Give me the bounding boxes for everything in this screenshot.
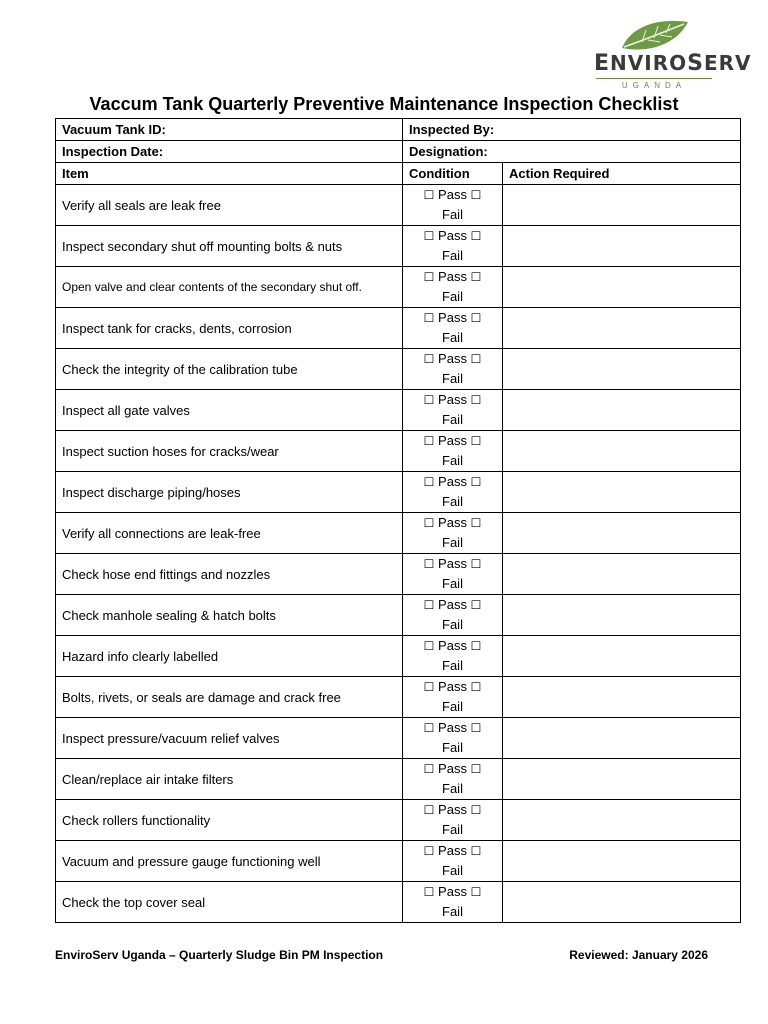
pass-checkbox[interactable]: ☐ [423, 188, 435, 202]
table-row [56, 800, 741, 841]
pass-checkbox[interactable]: ☐ [423, 844, 435, 858]
pass-label: Pass [438, 228, 467, 243]
pass-label: Pass [438, 392, 467, 407]
pass-checkbox[interactable]: ☐ [423, 270, 435, 284]
fail-label: Fail [442, 207, 463, 222]
table-row [56, 554, 741, 595]
enviroserv-logo [594, 18, 752, 93]
item-label: Vacuum and pressure gauge functioning well [56, 841, 403, 882]
pass-checkbox[interactable]: ☐ [423, 885, 435, 899]
pass-label: Pass [438, 679, 467, 694]
item-label: Inspect discharge piping/hoses [56, 472, 403, 513]
pass-label: Pass [438, 187, 467, 202]
action-required-cell[interactable] [503, 718, 741, 759]
fail-label: Fail [442, 494, 463, 509]
fail-checkbox[interactable]: ☐ [470, 188, 482, 202]
pass-label: Pass [438, 802, 467, 817]
item-label: Verify all connections are leak-free [56, 513, 403, 554]
condition-cell [403, 718, 503, 759]
column-header-action: Action Required [503, 163, 741, 185]
condition-cell [403, 308, 503, 349]
action-required-cell[interactable] [503, 308, 741, 349]
action-required-cell[interactable] [503, 185, 741, 226]
condition-cell [403, 882, 503, 923]
item-label: Check hose end fittings and nozzles [56, 554, 403, 595]
table-row [56, 718, 741, 759]
action-required-cell[interactable] [503, 472, 741, 513]
fail-label: Fail [442, 248, 463, 263]
fail-checkbox[interactable]: ☐ [470, 229, 482, 243]
table-row [56, 267, 741, 308]
fail-checkbox[interactable]: ☐ [470, 516, 482, 530]
fail-label: Fail [442, 371, 463, 386]
item-label: Inspect pressure/vacuum relief valves [56, 718, 403, 759]
fail-checkbox[interactable]: ☐ [470, 393, 482, 407]
pass-checkbox[interactable]: ☐ [423, 803, 435, 817]
pass-label: Pass [438, 310, 467, 325]
fail-label: Fail [442, 576, 463, 591]
header-row-date [56, 141, 741, 163]
pass-checkbox[interactable]: ☐ [423, 762, 435, 776]
fail-checkbox[interactable]: ☐ [470, 721, 482, 735]
table-row [56, 431, 741, 472]
table-row [56, 185, 741, 226]
item-label: Inspect suction hoses for cracks/wear [56, 431, 403, 472]
action-required-cell[interactable] [503, 267, 741, 308]
condition-cell [403, 636, 503, 677]
condition-cell [403, 185, 503, 226]
pass-label: Pass [438, 761, 467, 776]
pass-checkbox[interactable]: ☐ [423, 311, 435, 325]
item-label: Verify all seals are leak free [56, 185, 403, 226]
fail-label: Fail [442, 904, 463, 919]
item-label: Check rollers functionality [56, 800, 403, 841]
inspected-by-field[interactable]: Inspected By: [403, 119, 741, 141]
pass-checkbox[interactable]: ☐ [423, 475, 435, 489]
pass-checkbox[interactable]: ☐ [423, 639, 435, 653]
item-label: Check the top cover seal [56, 882, 403, 923]
action-required-cell[interactable] [503, 390, 741, 431]
logo-subtitle: UGANDA [621, 81, 687, 90]
item-label: Clean/replace air intake filters [56, 759, 403, 800]
fail-checkbox[interactable]: ☐ [470, 434, 482, 448]
table-row [56, 882, 741, 923]
column-header-row [56, 163, 741, 185]
fail-label: Fail [442, 617, 463, 632]
item-label: Inspect secondary shut off mounting bolts & nuts [56, 226, 403, 267]
pass-checkbox[interactable]: ☐ [423, 680, 435, 694]
column-header-condition: Condition [403, 163, 503, 185]
table-row [56, 308, 741, 349]
pass-checkbox[interactable]: ☐ [423, 516, 435, 530]
pass-checkbox[interactable]: ☐ [423, 393, 435, 407]
table-row [56, 759, 741, 800]
condition-cell [403, 800, 503, 841]
table-row [56, 472, 741, 513]
inspection-table [55, 118, 741, 923]
logo-wordmark: ENVIROSERV [594, 51, 752, 76]
fail-checkbox[interactable]: ☐ [470, 885, 482, 899]
pass-checkbox[interactable]: ☐ [423, 434, 435, 448]
item-label: Inspect tank for cracks, dents, corrosion [56, 308, 403, 349]
inspection-date-field[interactable]: Inspection Date: [56, 141, 403, 163]
pass-label: Pass [438, 884, 467, 899]
condition-cell [403, 841, 503, 882]
fail-checkbox[interactable]: ☐ [470, 475, 482, 489]
pass-checkbox[interactable]: ☐ [423, 557, 435, 571]
fail-label: Fail [442, 535, 463, 550]
item-label: Check manhole sealing & hatch bolts [56, 595, 403, 636]
action-required-cell[interactable] [503, 759, 741, 800]
fail-checkbox[interactable]: ☐ [470, 352, 482, 366]
fail-checkbox[interactable]: ☐ [470, 598, 482, 612]
item-label: Hazard info clearly labelled [56, 636, 403, 677]
pass-label: Pass [438, 720, 467, 735]
table-row [56, 226, 741, 267]
action-required-cell[interactable] [503, 431, 741, 472]
fail-checkbox[interactable]: ☐ [470, 639, 482, 653]
fail-label: Fail [442, 330, 463, 345]
item-label: Check the integrity of the calibration tube [56, 349, 403, 390]
item-label: Inspect all gate valves [56, 390, 403, 431]
designation-field[interactable]: Designation: [403, 141, 741, 163]
action-required-cell[interactable] [503, 513, 741, 554]
pass-label: Pass [438, 269, 467, 284]
pass-label: Pass [438, 638, 467, 653]
page-title: Vaccum Tank Quarterly Preventive Maintenance Inspection Checklist [89, 94, 679, 114]
action-required-cell[interactable] [503, 595, 741, 636]
footer-document-name: EnviroServ Uganda – Quarterly Sludge Bin PM Inspection [55, 948, 384, 962]
fail-checkbox[interactable]: ☐ [470, 680, 482, 694]
action-required-cell[interactable] [503, 636, 741, 677]
action-required-cell[interactable] [503, 226, 741, 267]
fail-label: Fail [442, 863, 463, 878]
action-required-cell[interactable] [503, 800, 741, 841]
item-label: Bolts, rivets, or seals are damage and crack free [56, 677, 403, 718]
fail-checkbox[interactable]: ☐ [470, 557, 482, 571]
pass-label: Pass [438, 515, 467, 530]
tank-id-field[interactable]: Vacuum Tank ID: [56, 119, 403, 141]
fail-checkbox[interactable]: ☐ [470, 762, 482, 776]
pass-label: Pass [438, 843, 467, 858]
table-row [56, 595, 741, 636]
pass-checkbox[interactable]: ☐ [423, 721, 435, 735]
condition-cell [403, 267, 503, 308]
table-row [56, 349, 741, 390]
action-required-cell[interactable] [503, 841, 741, 882]
action-required-cell[interactable] [503, 554, 741, 595]
action-required-cell[interactable] [503, 882, 741, 923]
pass-label: Pass [438, 474, 467, 489]
condition-cell [403, 554, 503, 595]
table-row [56, 513, 741, 554]
fail-label: Fail [442, 412, 463, 427]
condition-cell [403, 472, 503, 513]
pass-checkbox[interactable]: ☐ [423, 598, 435, 612]
header-row-tank [56, 119, 741, 141]
condition-cell [403, 595, 503, 636]
fail-checkbox[interactable]: ☐ [470, 311, 482, 325]
action-required-cell[interactable] [503, 349, 741, 390]
table-row [56, 677, 741, 718]
table-row [56, 841, 741, 882]
pass-checkbox[interactable]: ☐ [423, 229, 435, 243]
condition-cell [403, 677, 503, 718]
leaf-icon [618, 18, 690, 54]
condition-cell [403, 390, 503, 431]
footer-review-date: Reviewed: January 2026 [569, 948, 708, 962]
table-row [56, 390, 741, 431]
fail-label: Fail [442, 822, 463, 837]
fail-label: Fail [442, 658, 463, 673]
logo-divider [596, 78, 712, 79]
pass-label: Pass [438, 433, 467, 448]
condition-cell [403, 349, 503, 390]
pass-label: Pass [438, 556, 467, 571]
item-label: Open valve and clear contents of the secondary shut off. [56, 267, 403, 308]
condition-cell [403, 431, 503, 472]
column-header-item: Item [56, 163, 403, 185]
fail-checkbox[interactable]: ☐ [470, 270, 482, 284]
condition-cell [403, 759, 503, 800]
action-required-cell[interactable] [503, 677, 741, 718]
fail-label: Fail [442, 453, 463, 468]
fail-label: Fail [442, 289, 463, 304]
condition-cell [403, 226, 503, 267]
pass-label: Pass [438, 351, 467, 366]
fail-label: Fail [442, 740, 463, 755]
pass-checkbox[interactable]: ☐ [423, 352, 435, 366]
fail-checkbox[interactable]: ☐ [470, 803, 482, 817]
fail-label: Fail [442, 781, 463, 796]
pass-label: Pass [438, 597, 467, 612]
condition-cell [403, 513, 503, 554]
table-row [56, 636, 741, 677]
fail-checkbox[interactable]: ☐ [470, 844, 482, 858]
fail-label: Fail [442, 699, 463, 714]
